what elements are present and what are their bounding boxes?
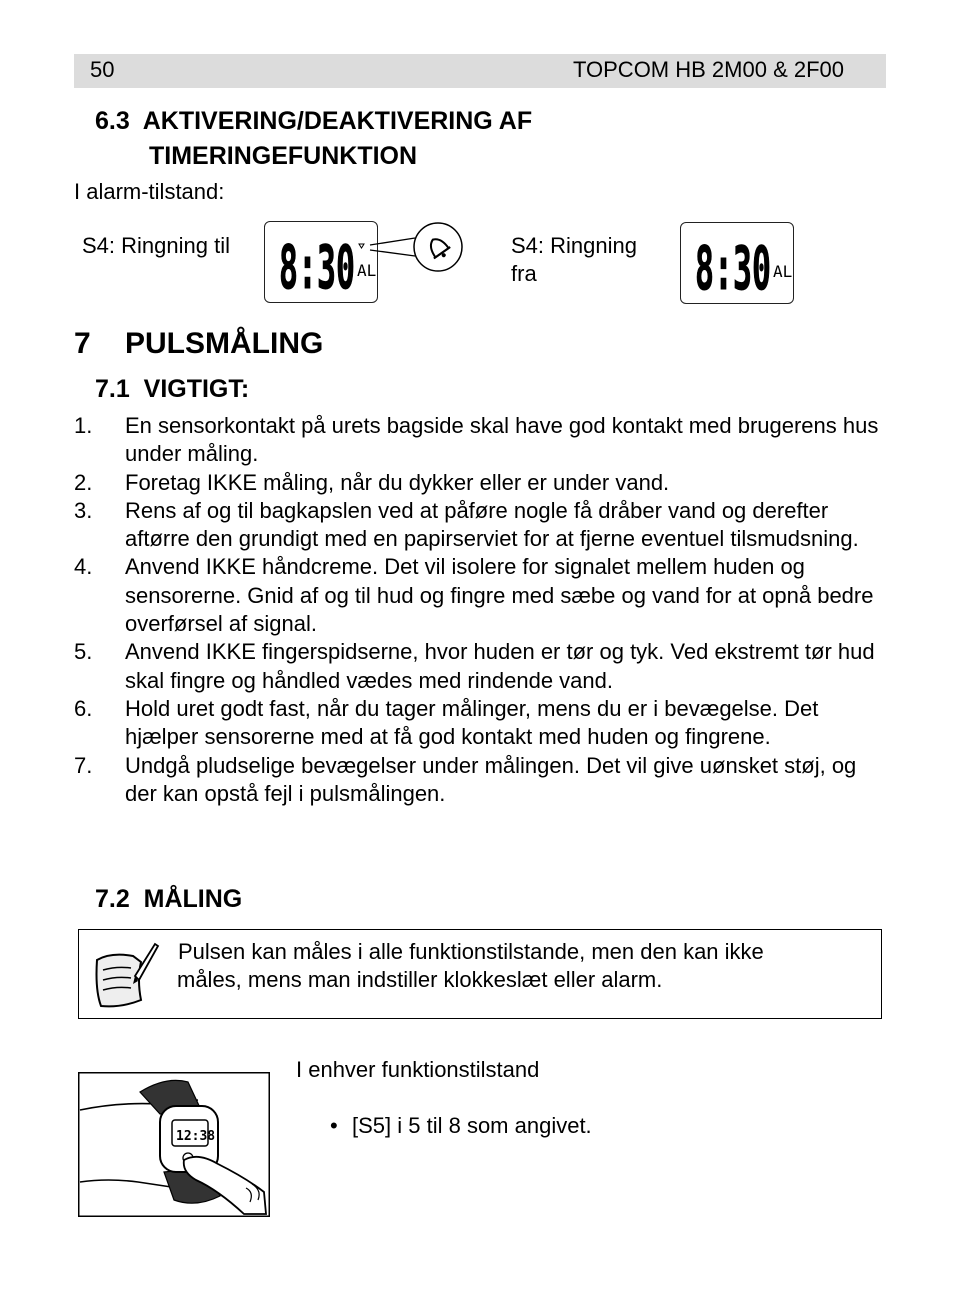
lcd-time-off: 8:30	[695, 234, 771, 303]
section-7-number: 7	[74, 327, 91, 360]
bullet-item	[330, 1113, 592, 1139]
list-item: 4. Anvend IKKE håndcreme. Det vil isolere for signalet mellem huden og sensorerne. Gnid af og til hud og fingre med sæbe og vand for at opnå bedre overførsel af signal.	[74, 554, 874, 637]
section-7-2-heading: 7.2 MÅLING	[95, 885, 243, 913]
watch-display-icon-off	[680, 222, 794, 304]
alarm-mode-intro: I alarm-tilstand:	[74, 179, 225, 204]
lcd-mode: AL	[357, 261, 377, 280]
label-alarm-on: S4: Ringning til	[82, 233, 230, 258]
label-alarm-off-cont: fra	[511, 261, 537, 286]
page-header	[74, 54, 886, 88]
lcd-mode-off: AL	[773, 262, 793, 281]
mode-text: I enhver funktionstilstand	[296, 1057, 540, 1082]
bell-icon	[362, 220, 468, 276]
svg-text:12:38: 12:38	[176, 1129, 216, 1144]
label-alarm-off: S4: Ringning	[511, 233, 637, 258]
wrist-watch-measure-icon	[78, 1072, 270, 1217]
lcd-time: 8:30	[279, 233, 355, 302]
note-line-1: Pulsen kan måles i alle funktionstilstande, men den kan ikke	[178, 939, 764, 964]
list-item: 3. Rens af og til bagkapslen ved at påføre nogle få dråber vand og derefter aftørre den grundigt med en papirserviet for at fjerne eventuel tilsmudsning.	[74, 497, 859, 552]
note-icon	[91, 940, 161, 1012]
note-box	[78, 929, 882, 1019]
section-7-title: PULSMÅLING	[125, 327, 324, 360]
page-number: 50	[90, 57, 115, 82]
bullet-text: [S5] i 5 til 8 som angivet.	[352, 1113, 592, 1138]
lcd-digits	[265, 222, 377, 302]
list-item: 1. En sensorkontakt på urets bagside skal have god kontakt med brugerens hus under måling.	[74, 413, 879, 467]
note-line-2: måles, mens man indstiller klokkeslæt eller alarm.	[177, 967, 663, 992]
important-list	[74, 412, 894, 808]
section-7-1-heading: 7.1 VIGTIGT:	[95, 375, 250, 403]
watch-display-icon	[264, 221, 378, 303]
section-6-3-heading-cont: TIMERINGEFUNKTION	[149, 142, 418, 170]
list-item: 2. Foretag IKKE måling, når du dykker eller er under vand.	[74, 469, 670, 495]
list-item: 5. Anvend IKKE fingerspidserne, hvor huden er tør og tyk. Ved ekstremt tør hud skal fingre og håndled vædes med rindende vand.	[74, 639, 875, 693]
document-title: TOPCOM HB 2M00 & 2F00	[572, 57, 844, 82]
section-6-3-heading: 6.3 AKTIVERING/DEAKTIVERING AF	[95, 107, 533, 135]
bullet-symbol: •	[330, 1113, 338, 1138]
list-item: 6. Hold uret godt fast, når du tager målinger, mens du er i bevægelse. Det hjælper sensorerne med at få god kontakt med huden og fingrene.	[74, 695, 819, 750]
lcd-digits-off	[681, 223, 793, 303]
list-item: 7. Undgå pludselige bevægelser under målingen. Det vil give uønsket støj, og der kan opstå fejl i pulsmålingen.	[74, 752, 857, 806]
